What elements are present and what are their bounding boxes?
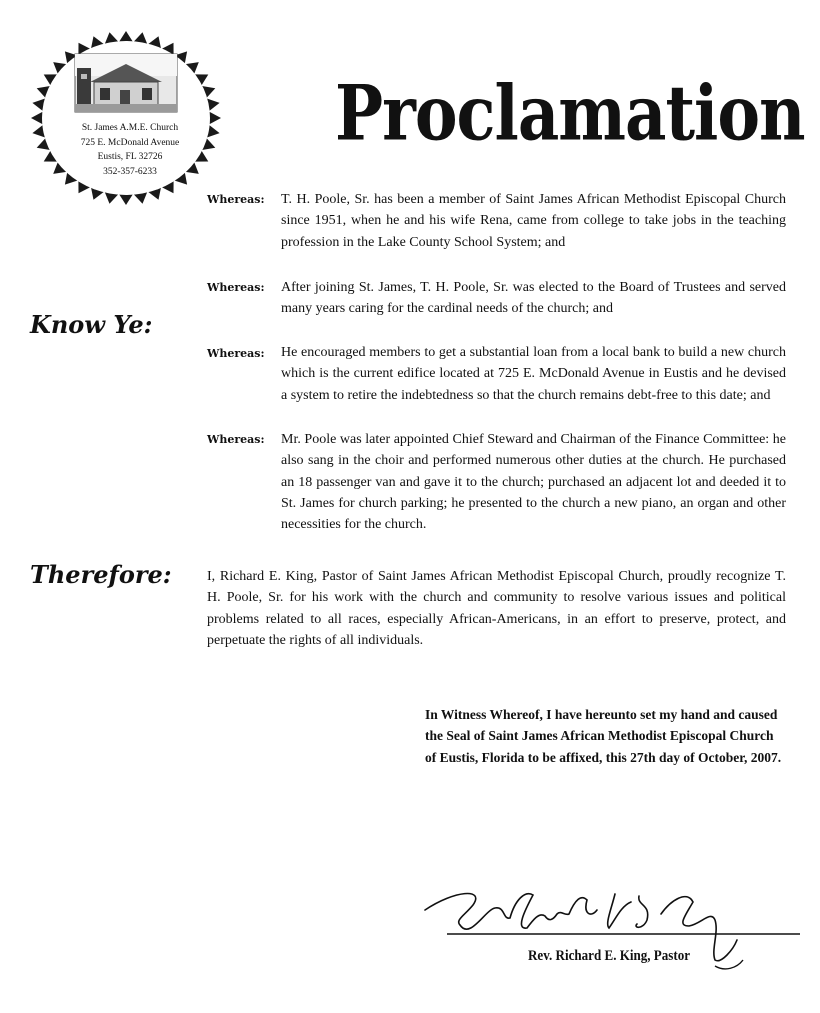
seal-street: 725 E. McDonald Avenue bbox=[80, 137, 180, 148]
seal-city: Eustis, FL 32726 bbox=[97, 152, 163, 162]
witness-statement: In Witness Whereof, I have hereunto set my hand and caused the Seal of Saint James African Methodist Episcopal Church of Eustis, Florida to be affixed, this 27th day of October, 2007. bbox=[425, 707, 782, 765]
whereas-clause-2: After joining St. James, T. H. Poole, Sr. was elected to the Board of Trustees and served many years caring for the cardinal needs of the church; and bbox=[281, 280, 786, 317]
signature-name: Rev. Richard E. King, Pastor bbox=[528, 948, 691, 964]
whereas-label: Whereas: bbox=[207, 433, 265, 446]
seal-starburst-icon bbox=[30, 30, 222, 206]
seal-church-name: St. James A.M.E. Church bbox=[81, 123, 179, 133]
church-seal bbox=[30, 30, 222, 206]
know-ye-heading: Know Ye: bbox=[30, 310, 153, 339]
seal-address bbox=[75, 121, 185, 179]
seal-phone: 352-357-6233 bbox=[103, 166, 157, 177]
page-title: Proclamation bbox=[335, 70, 805, 159]
whereas-clause-1: T. H. Poole, Sr. has been a member of Saint James African Methodist Episcopal Church since 1951, when he and his wife Rena, came from college to take jobs in the teaching profession in the Lake County School System; and bbox=[281, 192, 786, 250]
therefore-paragraph: I, Richard E. King, Pastor of Saint James African Methodist Episcopal Church, proudly recognize T. H. Poole, Sr. for his work with the church and community to resolve various issues and political problems related to all races, especially African-Americans, in an effort to preserve, protect, and perpetuate the rights of all individuals. bbox=[207, 569, 786, 648]
whereas-label: Whereas: bbox=[207, 347, 265, 360]
whereas-label: Whereas: bbox=[207, 281, 265, 294]
church-photo bbox=[75, 54, 177, 112]
signature-block bbox=[415, 880, 815, 990]
handwritten-signature bbox=[415, 880, 815, 990]
whereas-label: Whereas: bbox=[207, 193, 265, 206]
therefore-heading: Therefore: bbox=[30, 560, 172, 589]
whereas-clause-4: Mr. Poole was later appointed Chief Steward and Chairman of the Finance Committee: he also sang in the choir and performed numerous other duties at the church. He purchased an 18 passenger van and gave it to the church; purchased an adjacent lot and deeded it to St. James for church parking; he presented to the church a new piano, an organ and other necessities for the church. bbox=[281, 432, 786, 533]
whereas-clause-3: He encouraged members to get a substantial loan from a local bank to build a new church which is the current edifice located at 725 E. McDonald Avenue in Eustis and he devised a system to retire the indebtedness so that the church remains debt-free to this date; and bbox=[281, 345, 786, 403]
